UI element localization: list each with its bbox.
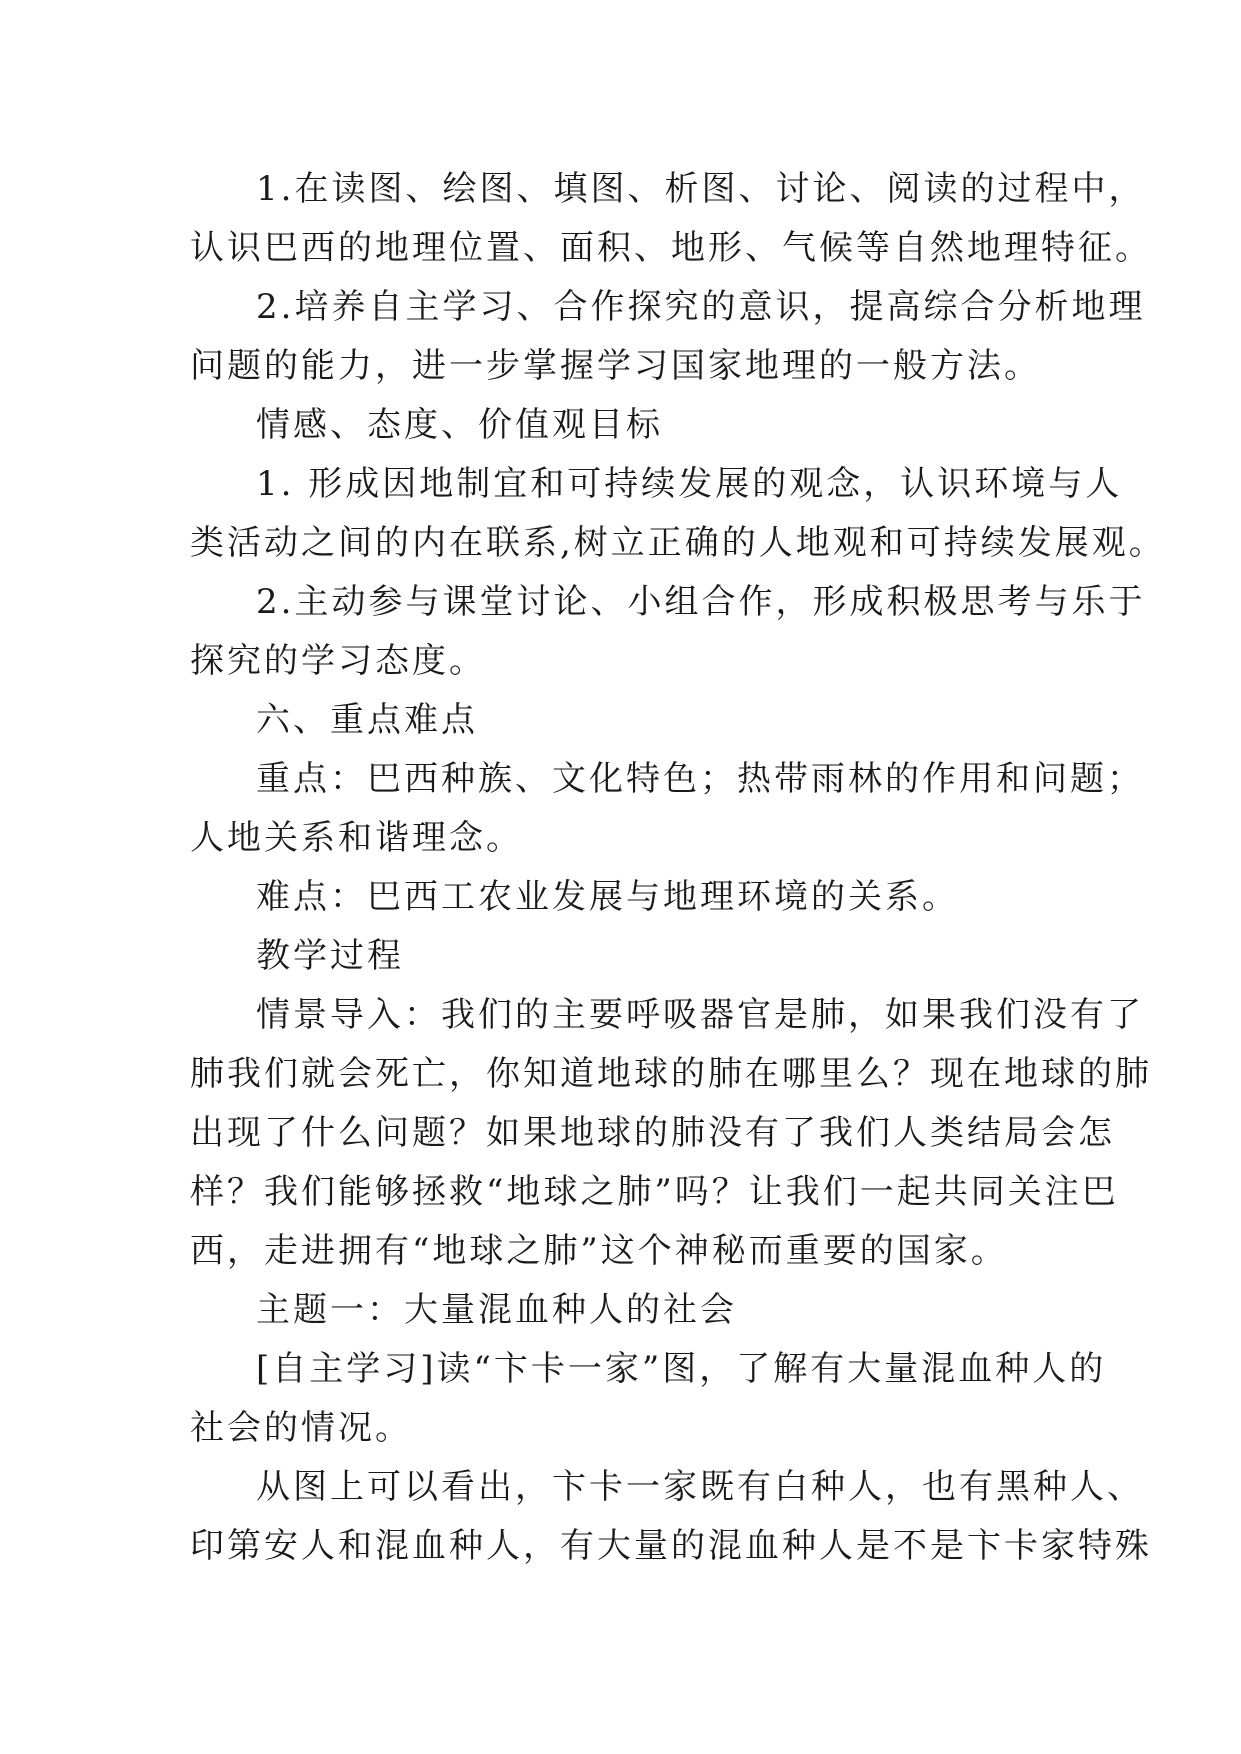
text-line: 探究的学习态度。	[190, 641, 486, 681]
text-line: 1.在读图、绘图、填图、析图、讨论、阅读的过程中，	[256, 169, 1146, 209]
section-heading: 情感、态度、价值观目标	[256, 405, 663, 445]
text-line: 样？我们能够拯救“地球之肺”吗？让我们一起共同关注巴	[190, 1172, 1119, 1212]
text-line: 印第安人和混血种人，有大量的混血种人是不是卞卡家特殊	[190, 1526, 1152, 1566]
text-line: 重点：巴西种族、文化特色；热带雨林的作用和问题；	[256, 759, 1144, 799]
text-line: 难点：巴西工农业发展与地理环境的关系。	[256, 877, 959, 917]
text-line: [自主学习]读“卞卡一家”图，了解有大量混血种人的	[256, 1349, 1107, 1389]
text-line: 1. 形成因地制宜和可持续发展的观念，认识环境与人	[256, 464, 1123, 504]
text-line: 2.主动参与课堂讨论、小组合作，形成积极思考与乐于	[256, 582, 1146, 622]
text-line: 情景导入：我们的主要呼吸器官是肺，如果我们没有了	[256, 995, 1144, 1035]
section-heading: 主题一：大量混血种人的社会	[256, 1290, 737, 1330]
text-line: 类活动之间的内在联系,树立正确的人地观和可持续发展观。	[190, 523, 1166, 563]
text-line: 2.培养自主学习、合作探究的意识，提高综合分析地理	[256, 287, 1146, 327]
section-heading: 教学过程	[256, 936, 404, 976]
text-line: 认识巴西的地理位置、面积、地形、气候等自然地理特征。	[190, 228, 1152, 268]
text-line: 出现了什么问题？如果地球的肺没有了我们人类结局会怎	[190, 1113, 1115, 1153]
text-line: 西，走进拥有“地球之肺”这个神秘而重要的国家。	[190, 1231, 1008, 1271]
text-line: 人地关系和谐理念。	[190, 818, 523, 858]
text-line: 从图上可以看出，卞卡一家既有白种人，也有黑种人、	[256, 1467, 1144, 1507]
text-line: 社会的情况。	[190, 1408, 412, 1448]
document-body	[190, 160, 1166, 1576]
text-line: 肺我们就会死亡，你知道地球的肺在哪里么？现在地球的肺	[190, 1054, 1152, 1094]
section-heading: 六、重点难点	[256, 700, 478, 740]
text-line: 问题的能力，进一步掌握学习国家地理的一般方法。	[190, 346, 1041, 386]
